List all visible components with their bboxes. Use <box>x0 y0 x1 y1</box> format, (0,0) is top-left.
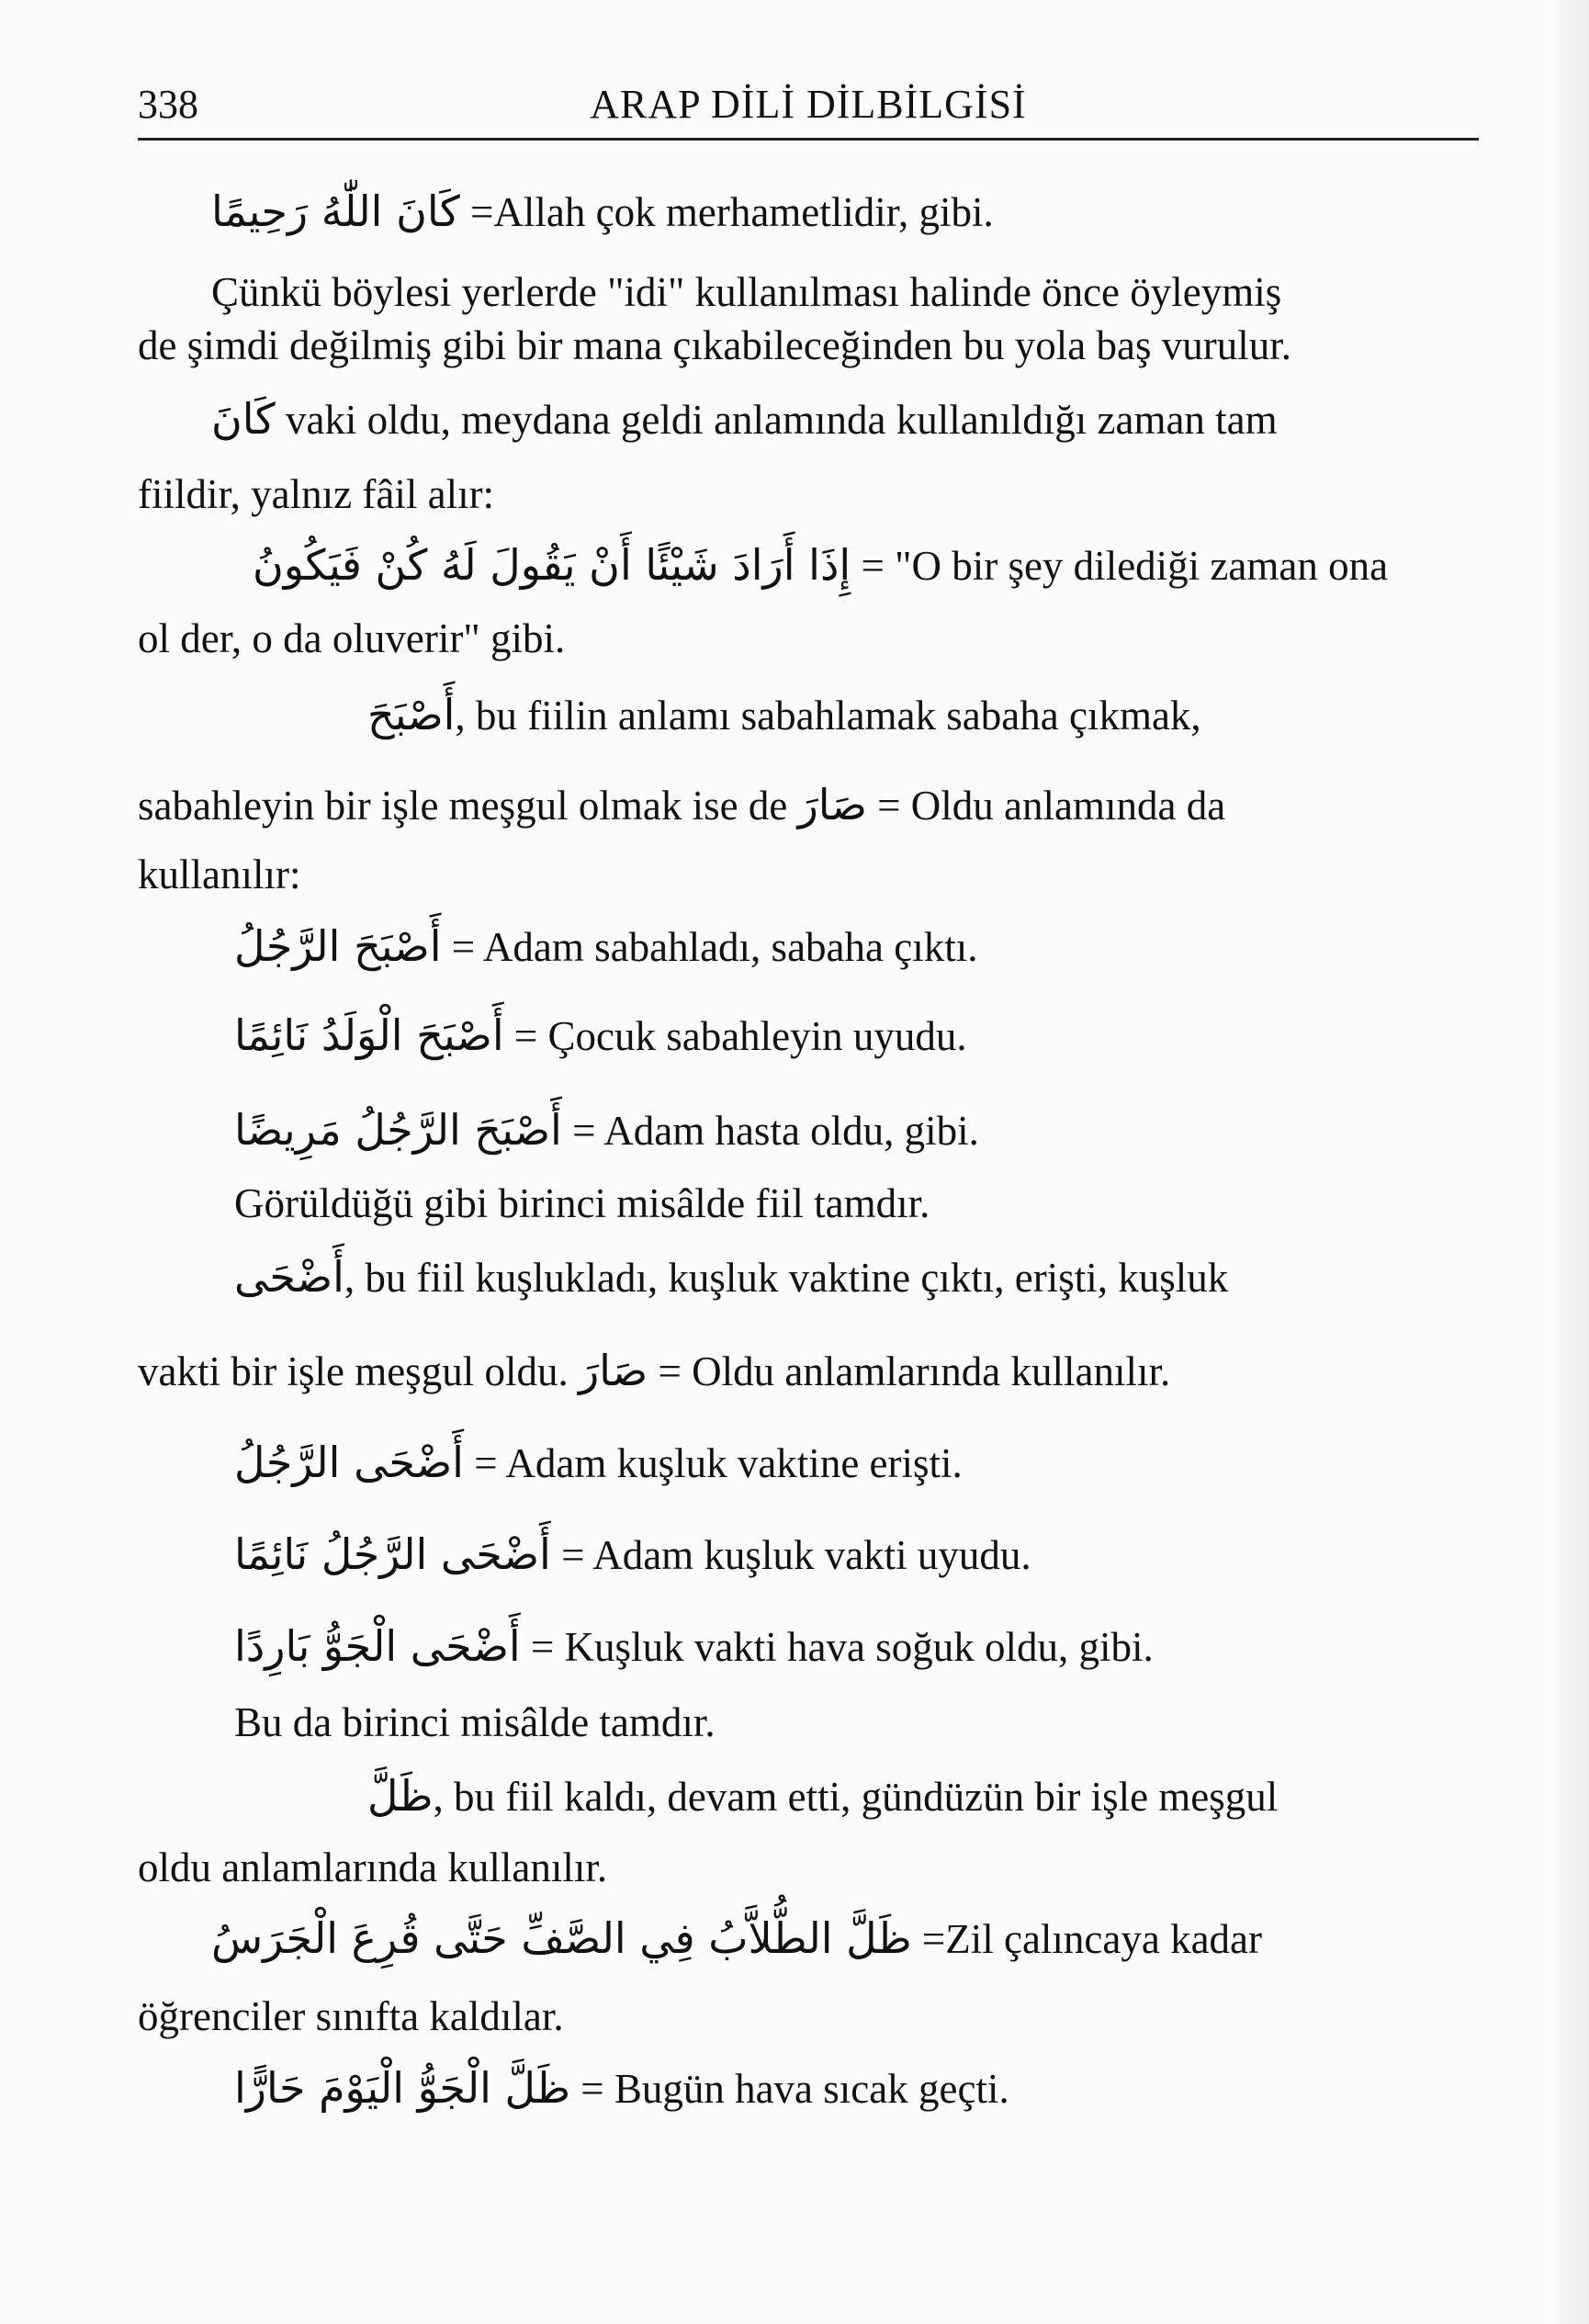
arabic-text: كَانَ <box>211 394 276 444</box>
line-text: sabahleyin bir işle meşgul olmak ise de <box>138 783 798 829</box>
text-line <box>234 1527 1575 1583</box>
line-text: Bu da birinci misâlde tamdır. <box>234 1699 716 1745</box>
arabic-text: أَضْحَى الرَّجُلُ نَائِمًا <box>234 1529 551 1579</box>
line-text: = Oldu anlamında da <box>866 783 1226 829</box>
line-text: kullanılır: <box>138 852 301 897</box>
line-text: ol der, o da oluverir" gibi. <box>138 615 566 661</box>
line-text: = Kuşluk vakti hava soğuk oldu, gibi. <box>520 1624 1154 1670</box>
text-line <box>234 1176 1575 1231</box>
line-text: = Adam hasta oldu, gibi. <box>561 1108 979 1154</box>
line-text: , bu fiil kaldı, devam etti, gündüzün bir işle meşgul <box>433 1774 1279 1820</box>
line-text: öğrenciler sınıfta kaldılar. <box>138 1993 564 2039</box>
line-text: = Oldu anlamlarında kullanılır. <box>648 1348 1171 1394</box>
text-line <box>138 467 1479 522</box>
text-line <box>234 1695 1575 1750</box>
text-line <box>211 265 1479 320</box>
text-line <box>211 1911 1552 1967</box>
line-text: = Adam sabahladı, sabaha çıktı. <box>441 924 978 970</box>
line-text: = Adam kuşluk vaktine erişti. <box>463 1440 963 1486</box>
line-text: , bu fiilin anlamı sabahlamak sabaha çıkmak, <box>455 693 1201 739</box>
text-line <box>138 611 1479 666</box>
arabic-text: أَضْحَى <box>234 1252 344 1302</box>
line-text: =Zil çalıncaya kadar <box>911 1916 1263 1962</box>
line-text: de şimdi değilmiş gibi bir mana çıkabileceğinden bu yola baş vurulur. <box>138 322 1291 368</box>
line-text: =Allah çok merhametlidir, gibi. <box>459 189 994 235</box>
text-line <box>138 847 1479 902</box>
text-line <box>234 1619 1575 1675</box>
text-line <box>234 919 1575 975</box>
text-line <box>253 537 1589 593</box>
scan-edge-shadow <box>1552 0 1589 2324</box>
page-number: 338 <box>138 82 198 127</box>
arabic-text: صَارَ <box>578 1346 648 1395</box>
text-line <box>211 184 1552 240</box>
text-line <box>138 318 1479 373</box>
line-text: = Adam kuşluk vakti uyudu. <box>550 1532 1031 1578</box>
arabic-text: أَصْبَحَ <box>367 690 456 739</box>
text-line <box>138 1840 1479 1895</box>
text-line <box>234 2060 1575 2116</box>
arabic-text: أَصْبَحَ الْوَلَدُ نَائِمًا <box>234 1010 504 1060</box>
text-line <box>234 1008 1575 1064</box>
line-text: Görüldüğü gibi birinci misâlde fiil tamdır. <box>234 1180 930 1226</box>
line-text: Çünkü böylesi yerlerde "idi" kullanılması halinde önce öyleymiş <box>211 269 1282 315</box>
arabic-text: صَارَ <box>797 780 867 829</box>
text-line <box>234 1435 1575 1491</box>
arabic-text: ظَلَّ الْجَوُّ الْيَوْمَ حَارًّا <box>234 2063 570 2113</box>
line-text: = Bugün hava sıcak geçti. <box>569 2066 1009 2112</box>
arabic-text: أَصْبَحَ الرَّجُلُ <box>234 921 442 971</box>
line-text: , bu fiil kuşlukladı, kuşluk vaktine çıktı, erişti, kuşluk <box>344 1255 1229 1301</box>
arabic-text: أَضْحَى الرَّجُلُ <box>234 1438 464 1487</box>
text-line <box>367 1768 1589 1824</box>
text-line <box>138 777 1479 833</box>
arabic-text: ظَلَّ الطُّلاَّبُ فِي الصَّفِّ حَتَّى قُرِعَ الْجَرَسُ <box>211 1913 912 1963</box>
line-text: = "O bir şey dilediği zaman ona <box>851 543 1389 589</box>
text-line <box>211 391 1552 447</box>
arabic-text: ظَلَّ <box>367 1771 434 1821</box>
line-text: vaki oldu, meydana geldi anlamında kullanıldığı zaman tam <box>275 397 1278 443</box>
text-line <box>367 687 1589 743</box>
line-text: vakti bir işle meşgul oldu. <box>138 1348 579 1394</box>
arabic-text: أَضْحَى الْجَوُّ بَارِدًا <box>234 1621 521 1671</box>
arabic-text: إِذَا أَرَادَ شَيْئًا أَنْ يَقُولَ لَهُ كُنْ فَيَكُونُ <box>253 540 851 590</box>
text-line <box>234 1102 1575 1158</box>
arabic-text: كَانَ اللّٰهُ رَحِيمًا <box>211 186 460 236</box>
line-text: = Çocuk sabahleyin uyudu. <box>503 1013 967 1059</box>
text-line <box>138 1989 1479 2044</box>
line-text: fiildir, yalnız fâil alır: <box>138 471 495 517</box>
running-title: ARAP DİLİ DİLBİLGİSİ <box>590 82 1027 127</box>
text-line <box>138 1343 1479 1399</box>
line-text: oldu anlamlarında kullanılır. <box>138 1845 608 1890</box>
page-header <box>138 73 1479 141</box>
arabic-text: أَصْبَحَ الرَّجُلُ مَرِيضًا <box>234 1105 562 1155</box>
text-line <box>234 1249 1575 1305</box>
